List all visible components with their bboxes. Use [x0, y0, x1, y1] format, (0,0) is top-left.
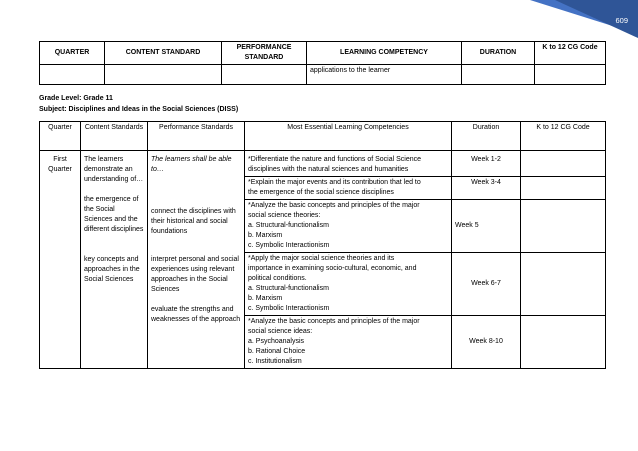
competency-line: the emergence of the social science disciplines	[248, 189, 394, 196]
code-cell	[521, 177, 606, 200]
competency-line: c. Symbolic Interactionism	[248, 305, 330, 312]
continuation-row	[40, 65, 606, 85]
competency-line: a. Structural-functionalism	[248, 285, 329, 292]
competency-line: a. Structural-functionalism	[248, 222, 329, 229]
curriculum-table	[39, 121, 606, 369]
competency-line: c. Institutionalism	[248, 358, 302, 365]
page-number: 609	[615, 16, 628, 25]
subject-line: Subject: Disciplines and Ideas in the Social Sciences (DISS)	[39, 106, 239, 113]
competency-cell	[245, 253, 452, 316]
competency-line: b. Rational Choice	[248, 348, 306, 355]
performance-standard-2: interpret personal and social experiences using relevant approaches in the Social Sciences	[151, 256, 239, 293]
competency-line: importance in examining socio-cultural, economic, and	[248, 265, 417, 272]
content-standards-cell	[81, 151, 148, 369]
cell-empty	[462, 65, 535, 85]
quarter-cell: First Quarter	[40, 151, 81, 369]
col-quarter: QUARTER	[40, 42, 105, 65]
competency-line: social science ideas:	[248, 328, 313, 335]
competency-line: political conditions.	[248, 275, 307, 282]
cell-competency: applications to the learner	[307, 65, 462, 85]
header-content-standards: Content Standards	[81, 122, 148, 151]
header-performance-standards: Performance Standards	[148, 122, 245, 151]
header-banner	[0, 0, 638, 40]
competency-line: *Explain the major events and its contribution that led to	[248, 179, 421, 186]
code-cell	[521, 253, 606, 316]
competency-line: *Analyze the basic concepts and principles of the major	[248, 318, 420, 325]
col-duration: DURATION	[462, 42, 535, 65]
col-cg-code: K to 12 CG Code	[535, 42, 606, 65]
col-performance-standard: PERFORMANCE STANDARD	[222, 42, 307, 65]
code-cell	[521, 200, 606, 253]
cell-empty	[535, 65, 606, 85]
code-cell	[521, 151, 606, 177]
competency-line: social science theories:	[248, 212, 321, 219]
duration-cell: Week 6-7	[452, 253, 521, 316]
col-content-standard: CONTENT STANDARD	[105, 42, 222, 65]
competency-cell	[245, 151, 452, 177]
header-competencies: Most Essential Learning Competencies	[245, 122, 452, 151]
competency-cell	[245, 177, 452, 200]
header-cg-code: K to 12 CG Code	[521, 122, 606, 151]
cell-empty	[105, 65, 222, 85]
competency-line: *Analyze the basic concepts and principles of the major	[248, 202, 420, 209]
competency-line: a. Psychoanalysis	[248, 338, 305, 345]
duration-cell: Week 3-4	[452, 177, 521, 200]
header-quarter: Quarter	[40, 122, 81, 151]
content-standard-intro: The learners demonstrate an understanding of…	[84, 156, 144, 183]
code-cell	[521, 316, 606, 369]
header-table	[39, 41, 606, 85]
duration-cell: Week 1-2	[452, 151, 521, 177]
duration-cell: Week 8-10	[452, 316, 521, 369]
content-standard-2: key concepts and approaches in the Social Sciences	[84, 256, 140, 283]
competency-line: *Differentiate the nature and functions of Social Science	[248, 156, 422, 163]
cell-empty	[222, 65, 307, 85]
competency-cell	[245, 316, 452, 369]
curriculum-header-row	[40, 122, 606, 151]
competency-line: c. Symbolic Interactionism	[248, 242, 330, 249]
competency-line: *Apply the major social science theories and its	[248, 255, 395, 262]
competency-line: disciplines with the natural sciences and humanities	[248, 166, 409, 173]
competency-line: b. Marxism	[248, 232, 283, 239]
header-table-row	[40, 42, 606, 65]
performance-standard-1: connect the disciplines with their historical and social foundations	[151, 208, 236, 235]
cell-empty	[40, 65, 105, 85]
duration-cell: Week 5	[452, 200, 521, 253]
competency-cell	[245, 200, 452, 253]
competency-line: b. Marxism	[248, 295, 283, 302]
content-standard-1: the emergence of the Social Sciences and the different disciplines	[84, 196, 144, 233]
table-row	[40, 151, 606, 177]
grade-level: Grade Level: Grade 11	[39, 95, 113, 102]
performance-standard-3: evaluate the strengths and weaknesses of the approach	[151, 306, 241, 323]
performance-standards-cell	[148, 151, 245, 369]
header-duration: Duration	[452, 122, 521, 151]
performance-standard-intro: The learners shall be able to…	[151, 156, 232, 173]
col-learning-competency: LEARNING COMPETENCY	[307, 42, 462, 65]
